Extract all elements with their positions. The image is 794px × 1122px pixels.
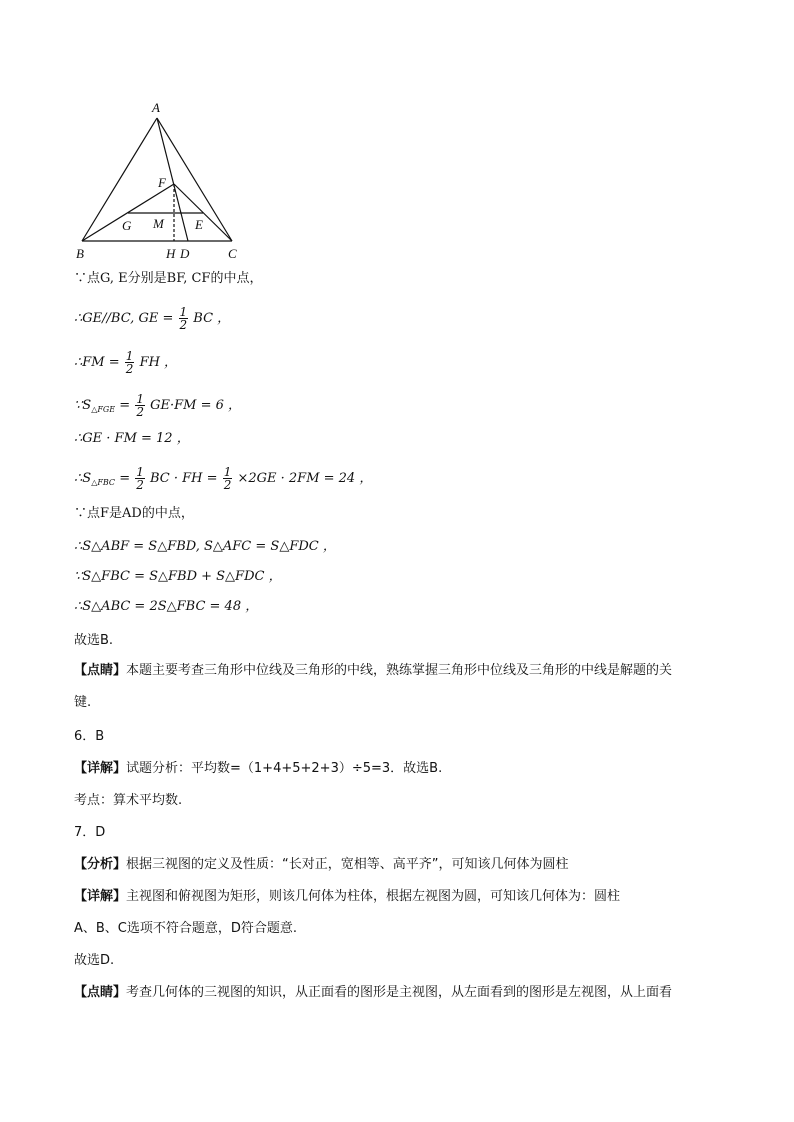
line-19 <box>74 888 620 906</box>
line-5: ∴GE · FM = 12 ， <box>74 431 190 446</box>
line-2-a: ∴GE//BC, GE = <box>74 311 174 326</box>
fraction: $\frac{1}{2}$ <box>125 349 134 376</box>
line-7: ∵点F是AD的中点， <box>74 506 194 521</box>
tag-xiangjie: 【详解】 <box>74 889 127 904</box>
fraction: $\frac{1}{2}$ <box>136 465 144 492</box>
line-19-text: 主视图和俯视图为矩形，则该几何体为柱体，根据左视图为圆，可知该几何体为：圆柱 <box>126 889 621 904</box>
line-18-text: 根据三视图的定义及性质：“长对正，宽相等、高平齐”，可知该几何体为圆柱 <box>126 857 569 872</box>
line-14: 6．B <box>74 729 105 744</box>
line-12 <box>74 662 672 680</box>
line-2 <box>74 306 230 331</box>
label-d: D <box>180 246 190 261</box>
line-9: ∵S△FBC = S△FBD + S△FDC ， <box>74 569 282 584</box>
line-1: ∵点G, E分别是BF, CF的中点， <box>74 271 263 286</box>
line-3 <box>74 350 177 375</box>
line-6-b: = <box>119 471 131 486</box>
line-15-text: 试题分析：平均数=（1+4+5+2+3）÷5=3．故选B. <box>126 761 443 776</box>
line-4-sub: △FGE <box>91 405 116 414</box>
line-17: 7．D <box>74 825 106 840</box>
fraction: $\frac{1}{2}$ <box>179 305 188 332</box>
line-22 <box>74 984 672 1002</box>
line-20: A、B、C选项不符合题意，D符合题意. <box>74 921 298 936</box>
line-16: 考点：算术平均数. <box>74 793 183 808</box>
label-a: A <box>152 100 160 115</box>
label-m: M <box>153 216 164 231</box>
line-3-a: ∴FM = <box>74 355 120 370</box>
line-11: 故选B. <box>74 633 114 648</box>
line-8: ∴S△ABF = S△FBD, S△AFC = S△FDC ， <box>74 539 336 554</box>
line-6-a: ∴S <box>74 471 92 486</box>
line-13: 键. <box>74 695 92 710</box>
line-10: ∴S△ABC = 2S△FBC = 48 ， <box>74 599 259 614</box>
tag-dianjing: 【点睛】 <box>74 663 127 678</box>
line-18 <box>74 856 569 874</box>
label-e: E <box>195 217 203 232</box>
line-6-c: BC · FH = <box>150 471 218 486</box>
triangle-figure <box>70 96 250 266</box>
label-c: C <box>228 246 237 261</box>
line-21: 故选D. <box>74 953 115 968</box>
line-2-b: BC ， <box>193 311 231 326</box>
line-4 <box>74 393 241 419</box>
label-g: G <box>122 218 132 233</box>
line-15 <box>74 760 442 778</box>
tag-dianjing: 【点睛】 <box>74 985 127 1000</box>
line-12-text: 本题主要考查三角形中位线及三角形的中线，熟练掌握三角形中位线及三角形的中线是解题的关 <box>126 663 673 678</box>
label-b: B <box>76 246 84 261</box>
fraction: $\frac{1}{2}$ <box>223 465 232 492</box>
line-4-a: ∵S <box>74 398 92 413</box>
line-6-d: ×2GE · 2FM = 24 ， <box>237 471 373 486</box>
line-22-text: 考查几何体的三视图的知识，从正面看的图形是主视图，从左面看到的图形是左视图，从上面看 <box>126 985 673 1000</box>
line-6 <box>74 466 372 492</box>
line-4-c: GE·FM = 6 ， <box>150 398 241 413</box>
line-3-b: FH ， <box>139 355 178 370</box>
line-6-sub: △FBC <box>91 478 116 487</box>
label-f: F <box>158 175 166 190</box>
tag-fenxi: 【分析】 <box>74 857 127 872</box>
fraction: $\frac{1}{2}$ <box>136 392 144 419</box>
tag-xiangjie: 【详解】 <box>74 761 127 776</box>
label-h: H <box>166 246 176 261</box>
line-4-b: = <box>119 398 131 413</box>
